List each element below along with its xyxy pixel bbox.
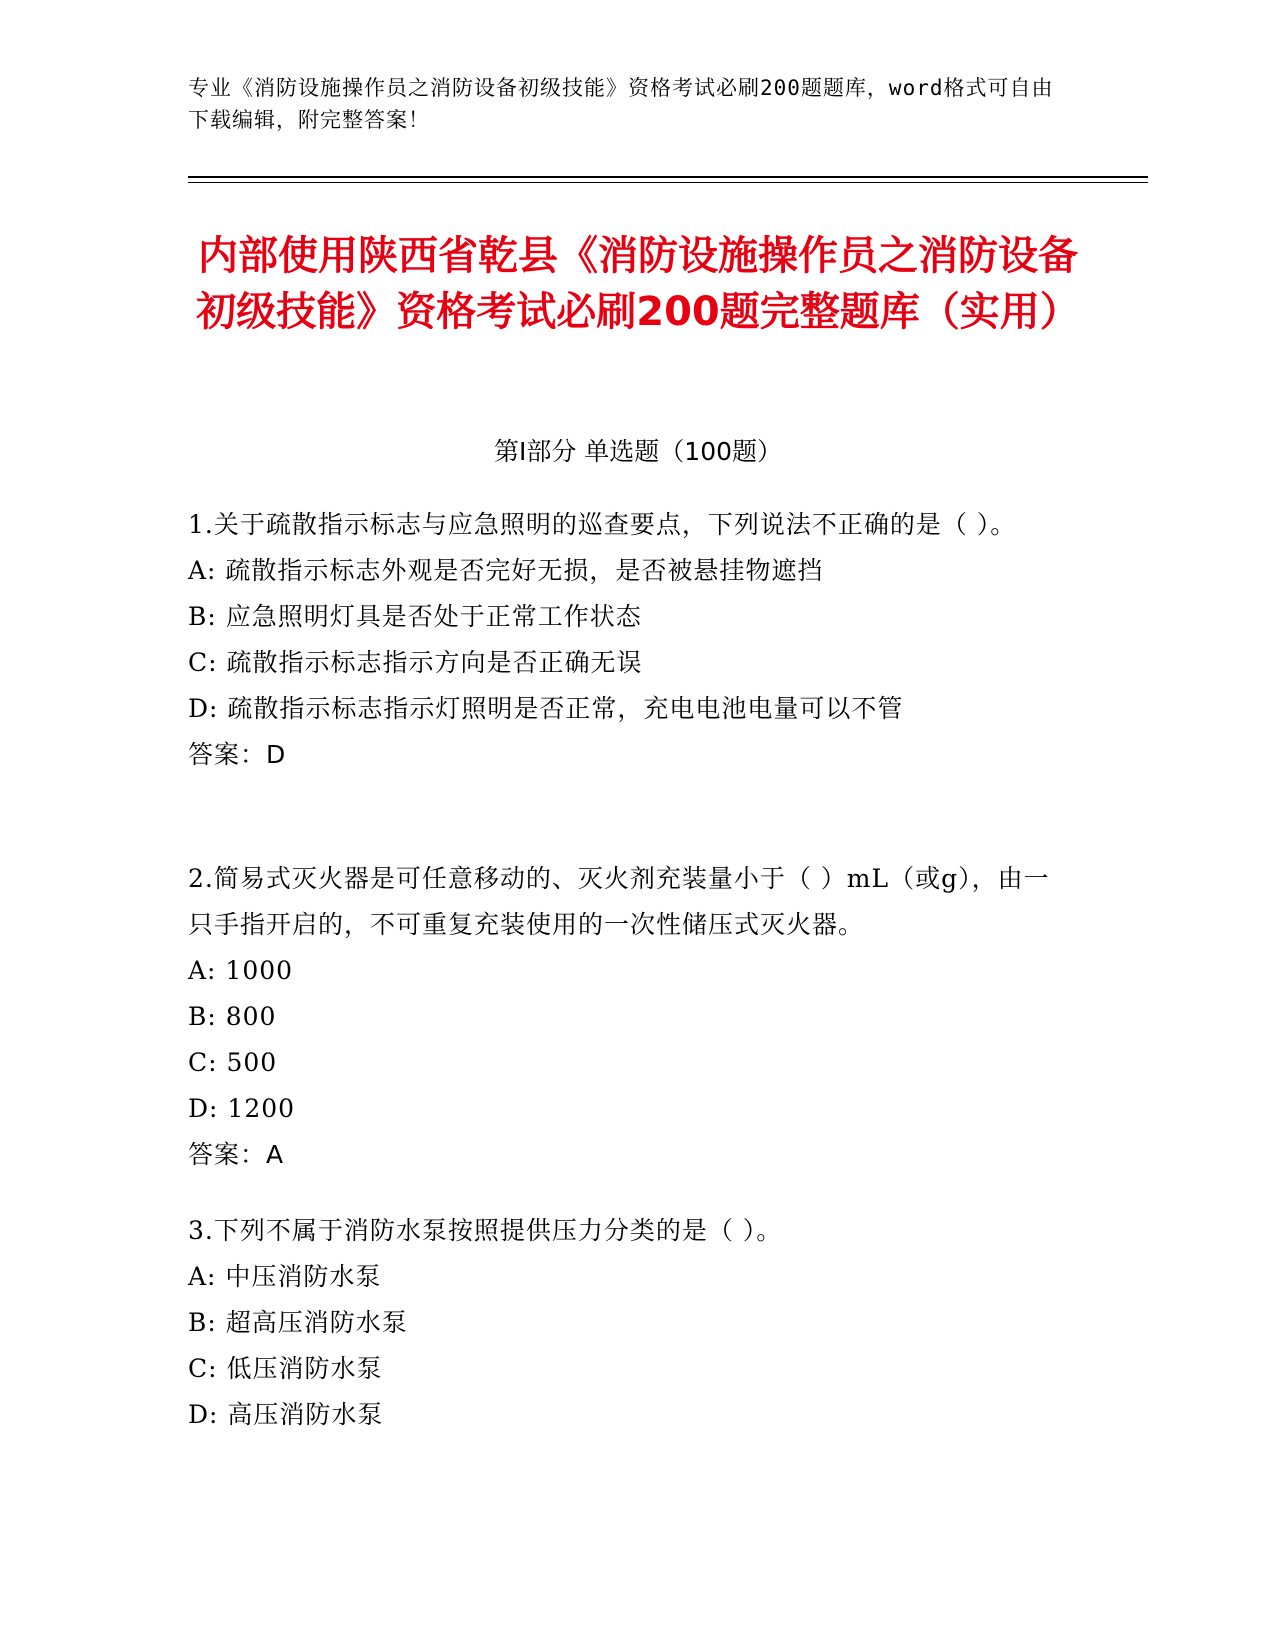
option-d: D: 疏散指示标志指示灯照明是否正常，充电电池电量可以不管 [188, 694, 904, 723]
section-heading: 第Ⅰ部分 单选题（100题） [493, 437, 783, 466]
question-3 [188, 1208, 1068, 1438]
option-c: C: 疏散指示标志指示方向是否正确无误 [188, 648, 643, 677]
question-stem: 1.关于疏散指示标志与应急照明的巡查要点，下列说法不正确的是（ ）。 [188, 510, 1017, 539]
header-divider-thin [188, 182, 1148, 183]
option-a: A: 1000 [188, 956, 294, 985]
option-b: B: 800 [188, 1002, 277, 1031]
option-a: A: 中压消防水泵 [188, 1262, 382, 1291]
question-stem: 3.下列不属于消防水泵按照提供压力分类的是（ ）。 [188, 1216, 783, 1245]
header-note: 专业《消防设施操作员之消防设备初级技能》资格考试必刷200题题库，word格式可自由下载编辑，附完整答案！ [188, 76, 1054, 132]
option-a: A: 疏散指示标志外观是否完好无损，是否被悬挂物遮挡 [188, 556, 824, 585]
option-b: B: 超高压消防水泵 [188, 1308, 408, 1337]
option-c: C: 500 [188, 1048, 278, 1077]
option-d: D: 高压消防水泵 [188, 1400, 384, 1429]
question-1 [188, 502, 1068, 778]
option-d: D: 1200 [188, 1094, 296, 1123]
answer: 答案：A [188, 1140, 285, 1169]
option-c: C: 低压消防水泵 [188, 1354, 383, 1383]
question-2 [188, 856, 1068, 1178]
option-b: B: 应急照明灯具是否处于正常工作状态 [188, 602, 642, 631]
document-title: 内部使用陕西省乾县《消防设施操作员之消防设备初级技能》资格考试必刷200题完整题库（实用） [196, 233, 1080, 335]
question-stem: 2.简易式灭火器是可任意移动的、灭火剂充装量小于（ ）mL（或g），由一只手指开启的，不可重复充装使用的一次性储压式灭火器。 [188, 864, 1050, 939]
header-divider-thick [188, 176, 1148, 178]
answer: 答案：D [188, 740, 287, 769]
